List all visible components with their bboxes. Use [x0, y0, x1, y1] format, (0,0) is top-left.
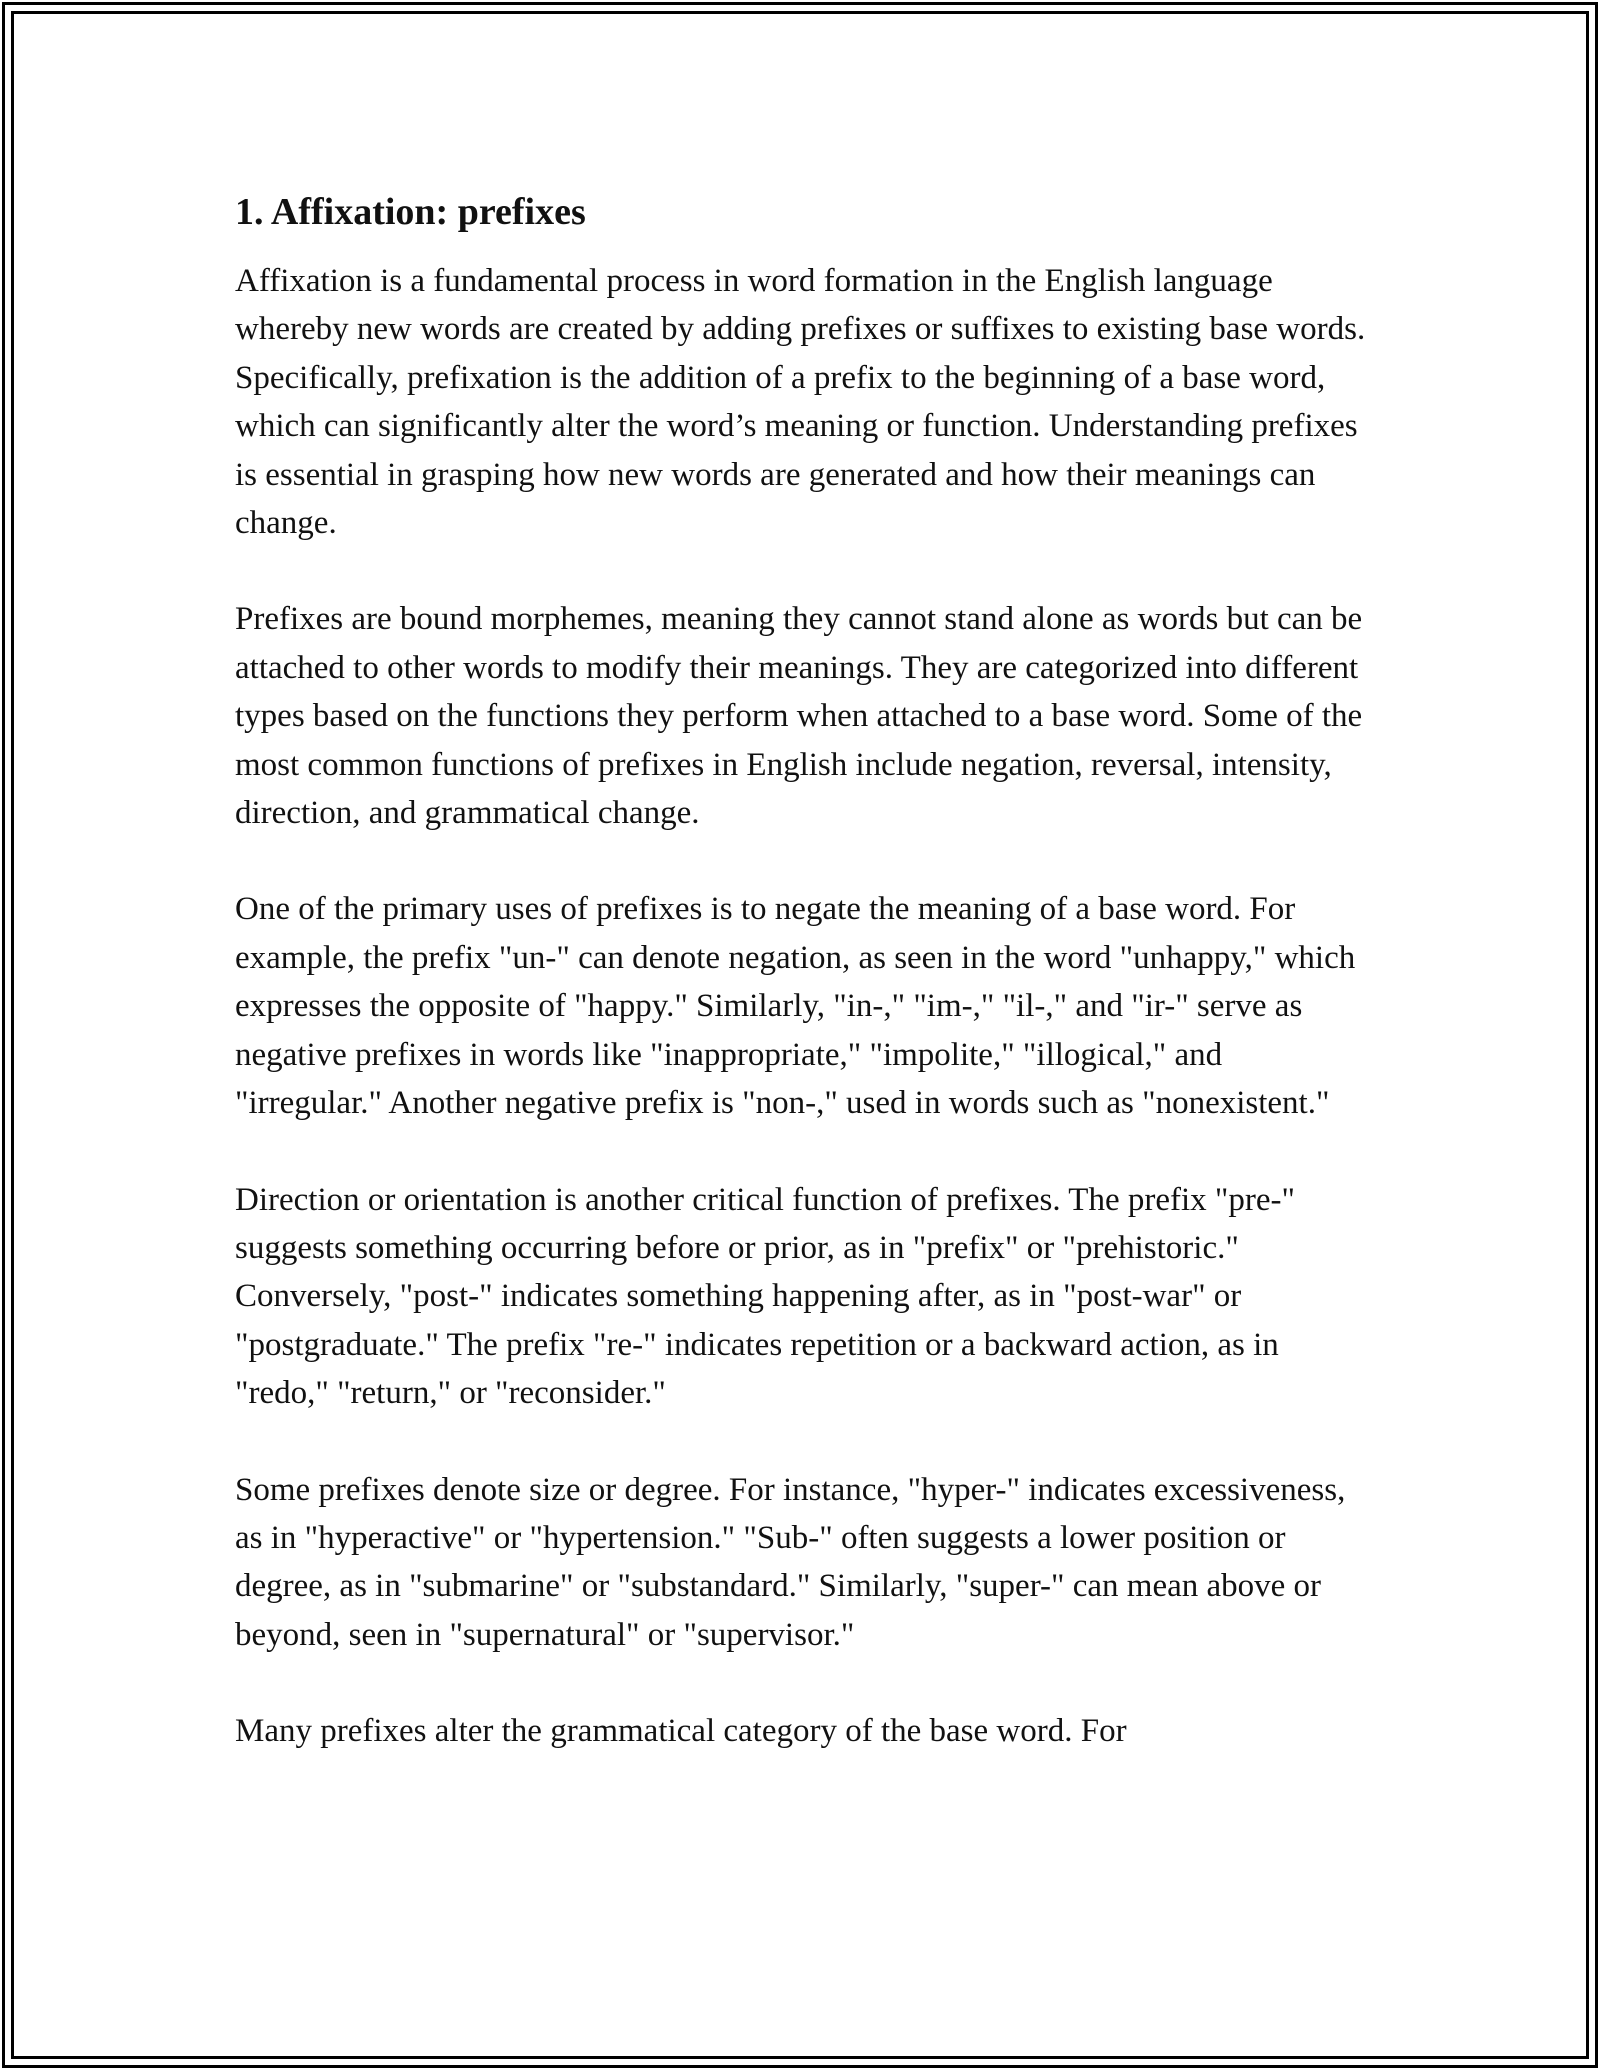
paragraph-bound-morphemes: Prefixes are bound morphemes, meaning they cannot stand alone as words but can be attached to other words to modify their meanings. They are categorized into different types based on the functions they perform when attached to a base word. Some of the most common functions of prefixes in English include negation, reversal, intensity, direction, and grammatical change. — [235, 601, 1363, 832]
document-body — [235, 185, 1375, 1804]
paragraph-intro: Affixation is a fundamental process in word formation in the English language whereby new words are created by adding prefixes or suffixes to existing base words. Specifically, prefixation is the addition of a prefix to the beginning of a base word, which can significantly alter the word’s meaning or function. Understanding prefixes is essential in grasping how new words are generated and how their meanings can change. — [235, 263, 1366, 542]
paragraph-size-degree: Some prefixes denote size or degree. For instance, "hyper-" indicates excessiveness, as in "hyperactive" or "hypertension." "Sub-" often suggests a lower position or degree, as in "submarine" or "substandard." Similarly, "super-" can mean above or beyond, seen in "supernatural" or "supervisor." — [235, 1471, 1346, 1653]
section-heading: 1. Affixation: prefixes — [235, 191, 586, 233]
paragraph-negation: One of the primary uses of prefixes is to negate the meaning of a base word. For example, the prefix "un-" can denote negation, as seen in the word "unhappy," which expresses the opposite of "happy." Similarly, "in-," "im-," "il-," and "ir-" serve as negative prefixes in words like "inappropriate," "impolite," "illogical," and "irregular." Another negative prefix is "non-," used in words such as "nonexistent." — [235, 891, 1356, 1122]
paragraph-direction: Direction or orientation is another critical function of prefixes. The prefix "pre-" suggests something occurring before or prior, as in "prefix" or "prehistoric." Conversely, "post-" indicates something happening after, as in "post-war" or "postgraduate." The prefix "re-" indicates repetition or a backward action, as in "redo," "return," or "reconsider." — [235, 1181, 1295, 1412]
paragraph-grammatical: Many prefixes alter the grammatical category of the base word. For — [235, 1713, 1127, 1750]
